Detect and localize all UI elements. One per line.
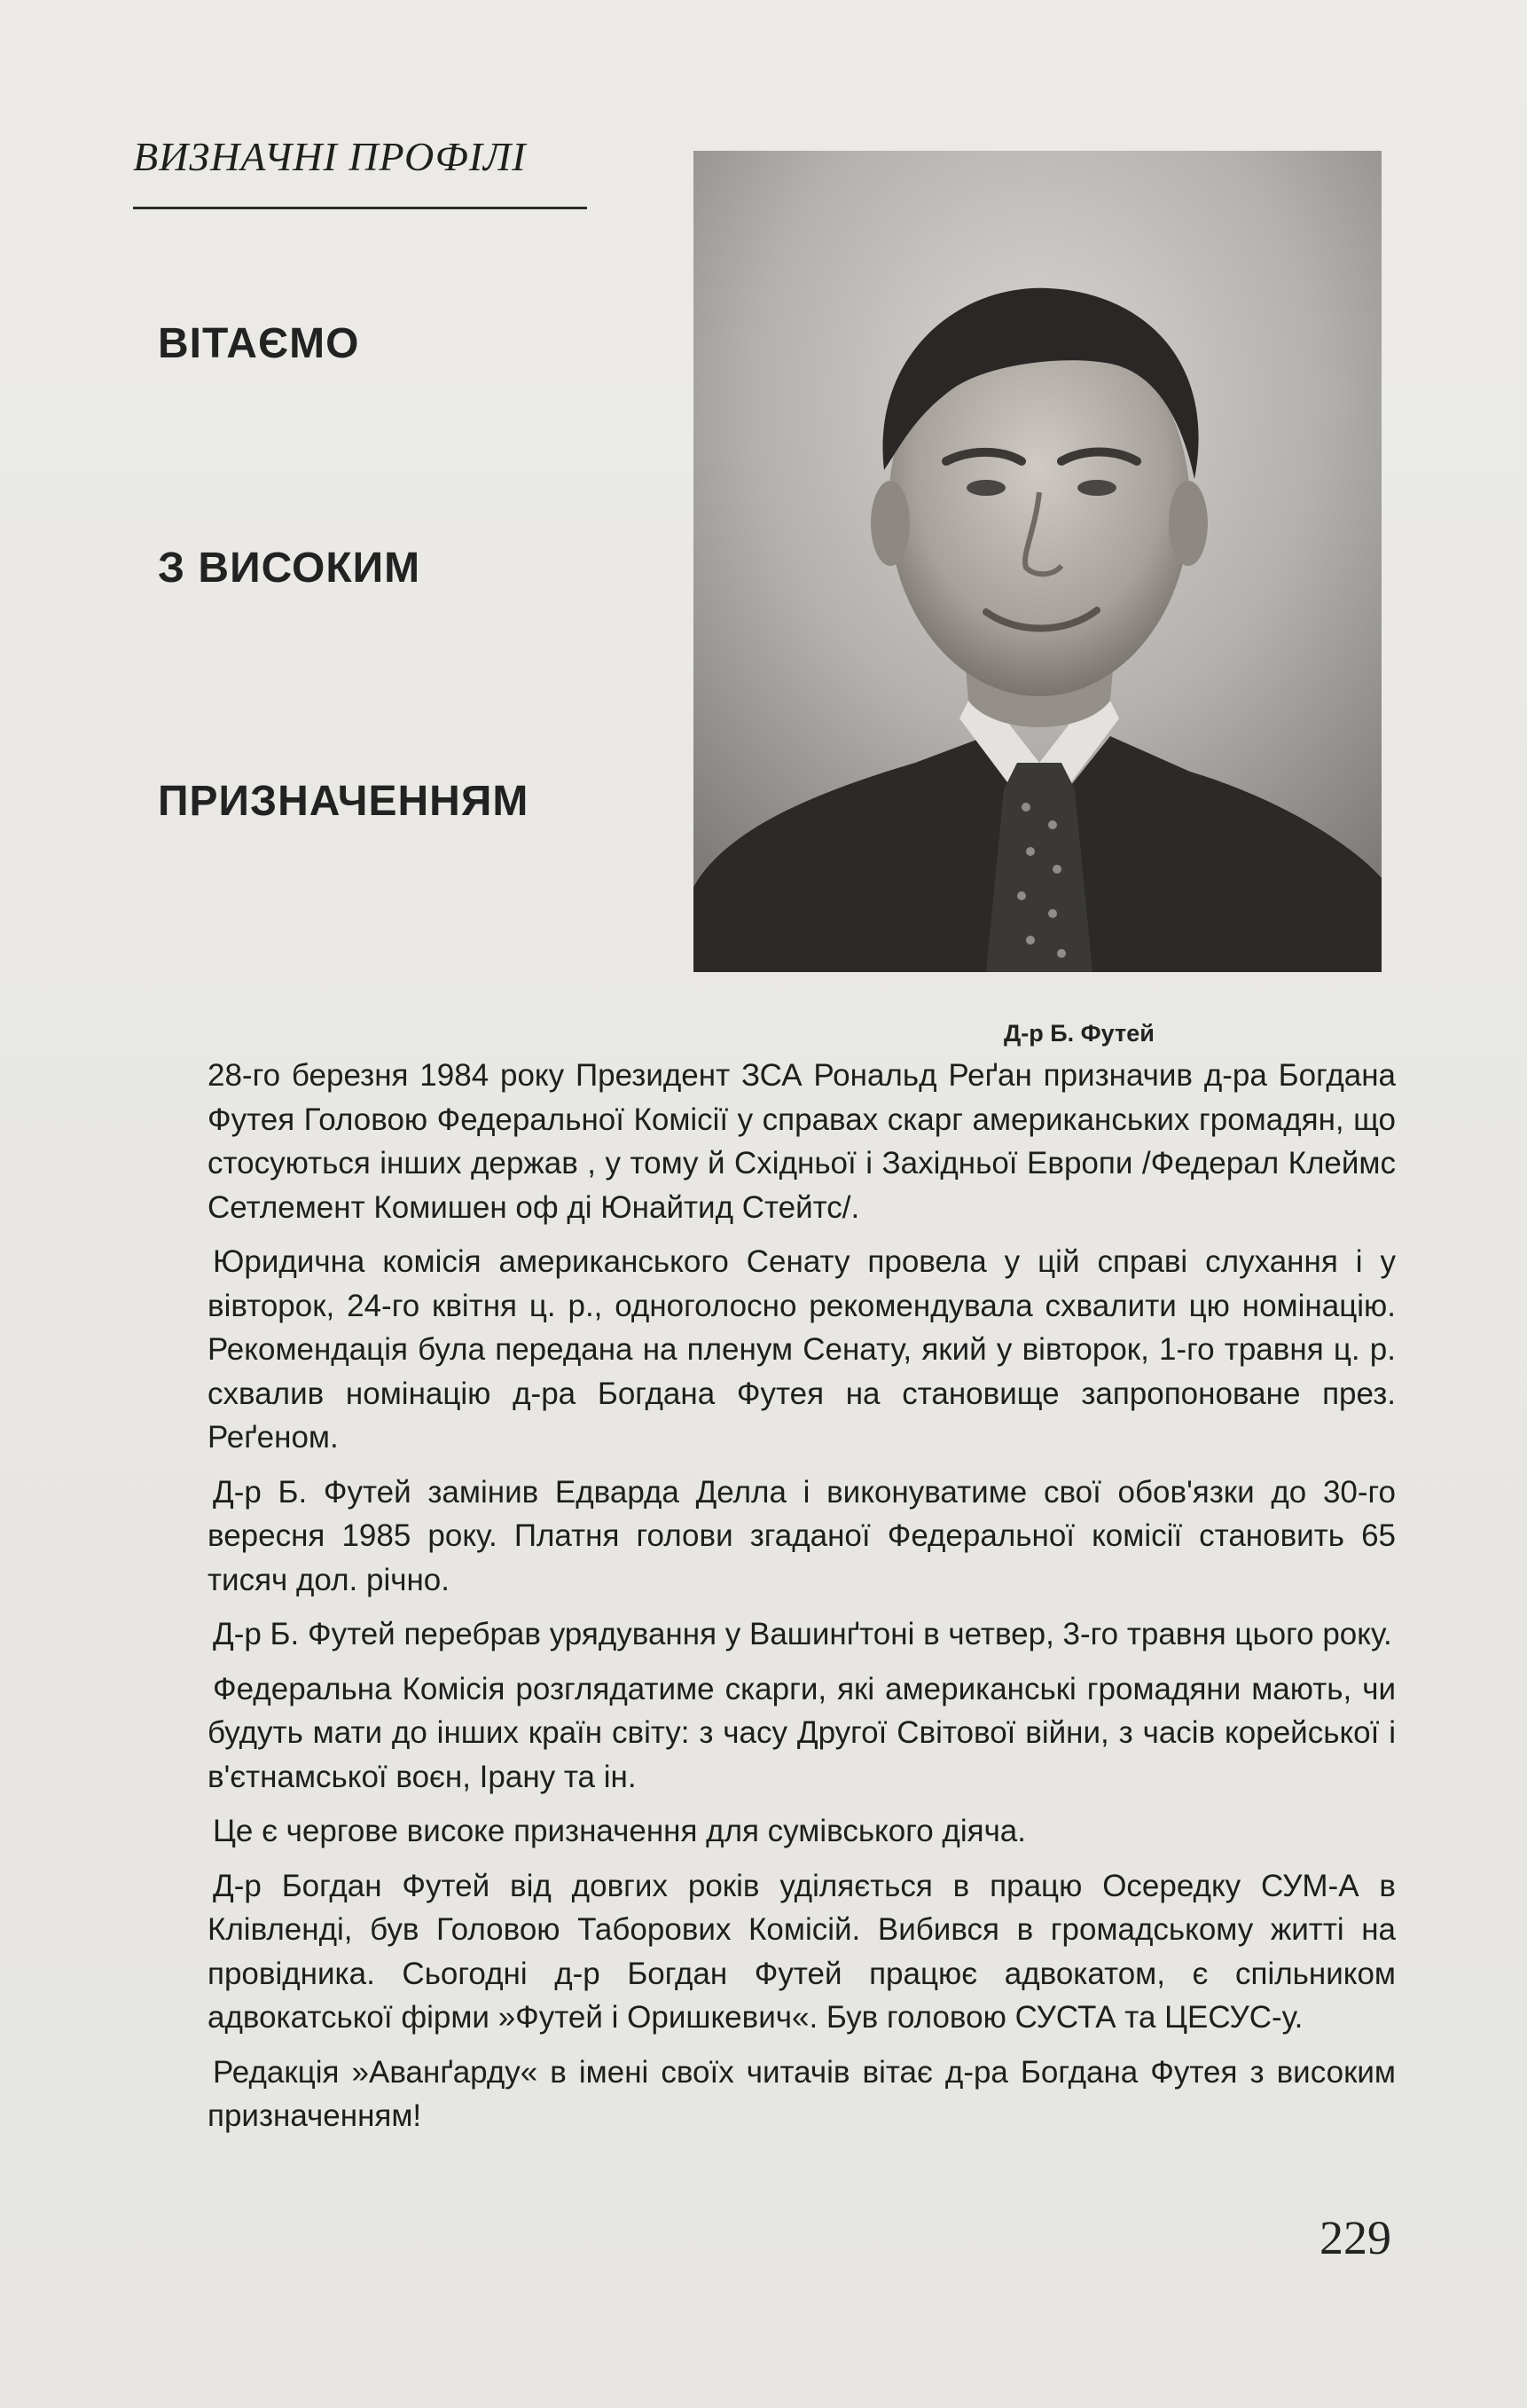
article-paragraph-8: Редакція »Аванґарду« в імені своїх читачів вітає д-ра Богдана Футея з високим призначенням! <box>208 2054 1396 2133</box>
headline-line-1: ВІТАЄМО <box>158 320 360 367</box>
section-label: ВИЗНАЧНІ ПРОФІЛІ <box>133 134 527 179</box>
section-divider <box>133 207 587 209</box>
headline-line-3: ПРИЗНАЧЕННЯМ <box>158 778 529 825</box>
article-paragraph-3: Д-р Б. Футей замінив Едварда Делла і виконуватиме свої обов'язки до 30-го вересня 1985 року. Платня голови згаданої Федеральної комісії становить 65 тисяч дол. річно. <box>208 1474 1396 1597</box>
page-number: 229 <box>1319 2211 1391 2264</box>
article-body <box>208 1054 1396 2149</box>
portrait-illustration <box>693 151 1382 972</box>
portrait-photo <box>693 151 1382 972</box>
article-paragraph-1: 28-го березня 1984 року Президент ЗСА Рональд Реґан призначив д-ра Богдана Футея Головою Федеральної Комісії у справах скарг американських громадян, що стосуються інших держав , у тому й Східньої і Західньої Европи /Федерал Клеймс Сетлемент Комишен оф ді Юнайтид Стейтс/. <box>208 1058 1396 1225</box>
article-paragraph-6: Це є чергове високе призначення для сумівського діяча. <box>213 1814 1026 1848</box>
article-paragraph-2: Юридична комісія американського Сенату провела у цій справі слухання і у вівторок, 24-го квітня ц. р., одноголосно рекомендувала схвалити цю номінацію. Рекомендація була передана на пленум Сенату, який у вівторок, 1-го травня ц. р. схвалив номінацію д-ра Богдана Футея на становище запропоноване през. Реґеном. <box>208 1244 1396 1455</box>
article-paragraph-7: Д-р Богдан Футей від довгих років уділяється в працю Осередку СУМ-А в Клівленді, був Головою Таборових Комісій. Вибився в громадському житті на провідника. Сьогодні д-р Богдан Футей працює адвокатом, є спільником адвокатської фірми »Футей і Оришкевич«. Був головою СУСТА та ЦЕСУС-у. <box>208 1868 1396 2035</box>
article-paragraph-4: Д-р Б. Футей перебрав урядування у Вашинґтоні в четвер, 3-го травня цього року. <box>213 1617 1392 1651</box>
photo-caption: Д-р Б. Футей <box>1004 1020 1155 1047</box>
headline-line-2: З ВИСОКИМ <box>158 545 421 592</box>
article-paragraph-5: Федеральна Комісія розглядатиме скарги, які американські громадяни мають, чи будуть мати до інших країн світу: з часу Другої Світової війни, з часів корейської і в'єтнамської воєн, Ірану та ін. <box>208 1671 1396 1794</box>
